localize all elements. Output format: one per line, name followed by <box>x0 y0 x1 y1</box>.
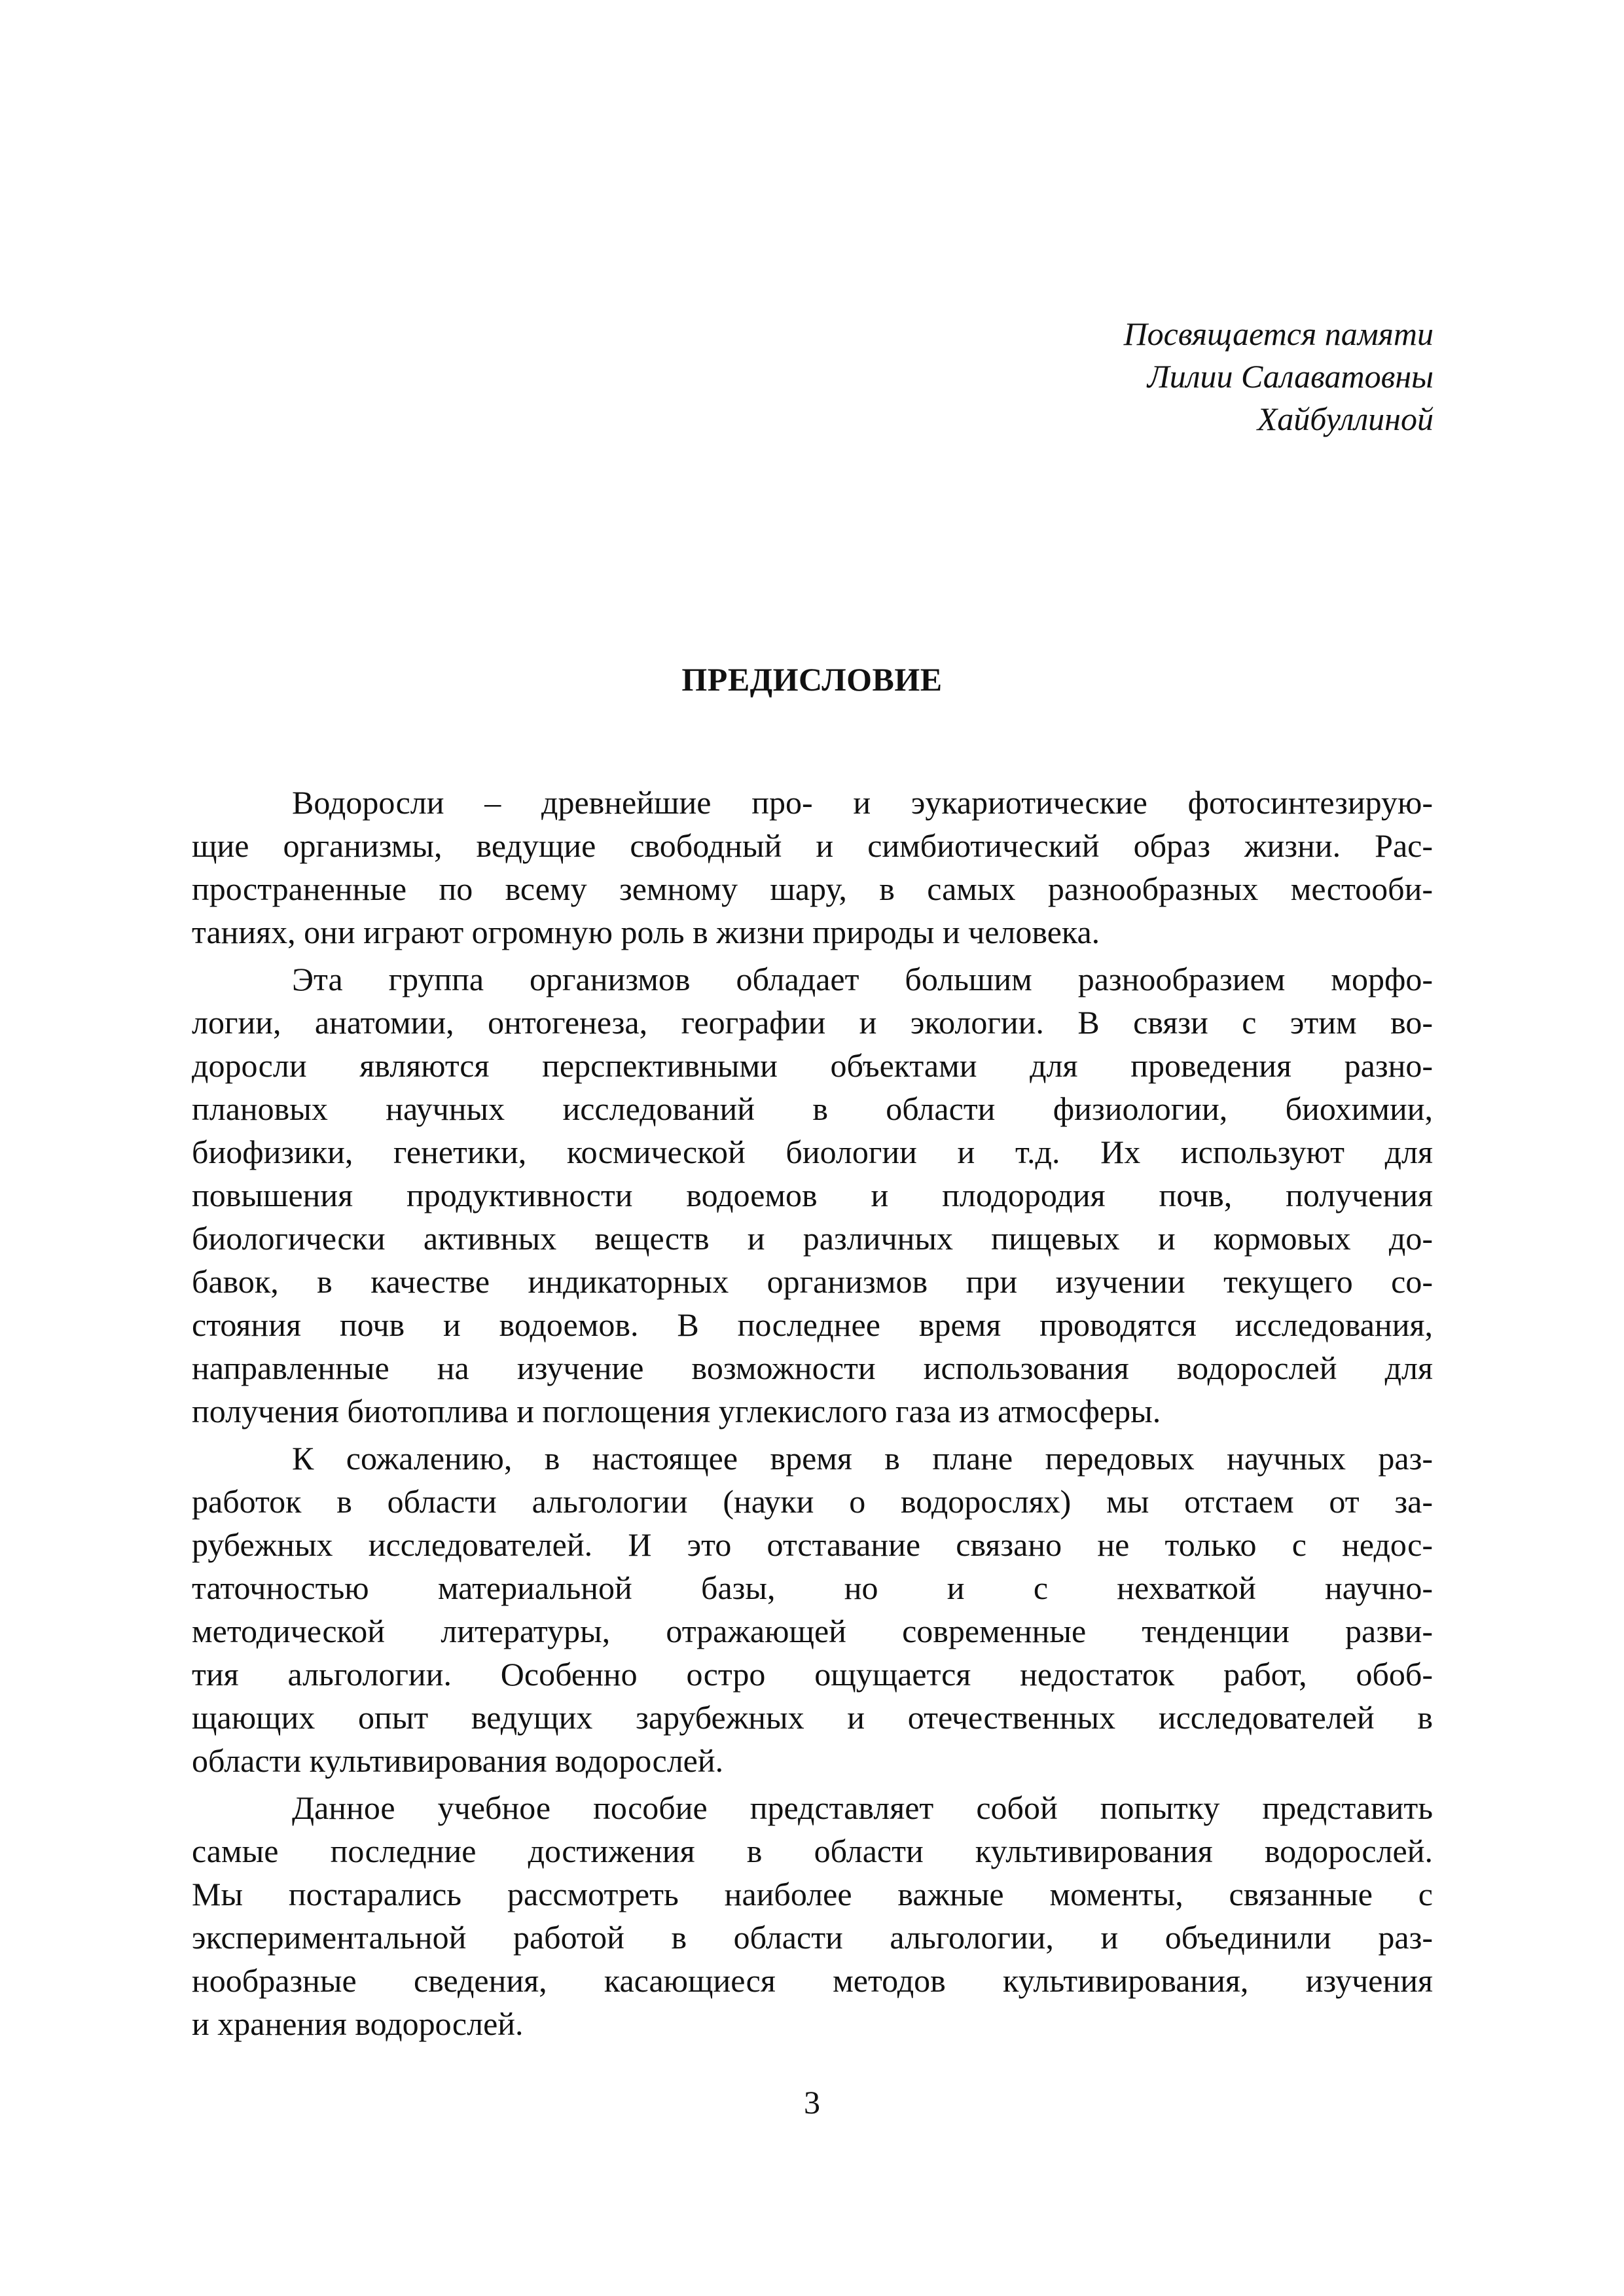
text-line: К сожалению, в настоящее время в плане передовых научных раз- <box>292 1440 1433 1477</box>
text-line: логии, анатомии, онтогенеза, географии и экологии. В связи с этим во- <box>192 1004 1433 1041</box>
dedication-line: Хайбуллиной <box>1257 401 1434 437</box>
text-line: методической литературы, отражающей современные тенденции разви- <box>192 1613 1433 1649</box>
text-line: самые последние достижения в области культивирования водорослей. <box>192 1833 1433 1869</box>
dedication-line: Посвящается памяти <box>1123 315 1434 352</box>
paragraph <box>192 1437 1433 1782</box>
dedication <box>1124 313 1434 440</box>
text-line: плановых научных исследований в области физиологии, биохимии, <box>192 1090 1433 1127</box>
text-line: повышения продуктивности водоемов и плодородия почв, получения <box>192 1177 1433 1213</box>
text-line: области культивирования водорослей. <box>192 1742 724 1779</box>
text-line: пространенные по всему земному шару, в самых разнообразных местооби- <box>192 870 1433 907</box>
text-line: Эта группа организмов обладает большим разнообразием морфо- <box>292 961 1433 997</box>
text-line: бавок, в качестве индикаторных организмов при изучении текущего со- <box>192 1263 1433 1300</box>
dedication-line: Лилии Салаватовны <box>1147 358 1434 395</box>
text-line: доросли являются перспективными объектами для проведения разно- <box>192 1047 1433 1084</box>
text-line: Водоросли – древнейшие про- и эукариотические фотосинтезирую- <box>292 784 1433 821</box>
text-line: и хранения водорослей. <box>192 2005 524 2042</box>
text-line: стояния почв и водоемов. В последнее время проводятся исследования, <box>192 1306 1433 1343</box>
text-line: биофизики, генетики, космической биологии и т.д. Их используют для <box>192 1134 1433 1170</box>
text-line: биологически активных веществ и различных пищевых и кормовых до- <box>192 1220 1433 1257</box>
text-line: таниях, они играют огромную роль в жизни природы и человека. <box>192 914 1100 950</box>
text-line: получения биотоплива и поглощения углекислого газа из атмосферы. <box>192 1393 1161 1429</box>
text-line: таточностью материальной базы, но и с нехваткой научно- <box>192 1570 1433 1606</box>
text-line: направленные на изучение возможности использования водорослей для <box>192 1350 1433 1386</box>
section-title: ПРЕДИСЛОВИЕ <box>681 661 943 698</box>
text-line: Мы постарались рассмотреть наиболее важные моменты, связанные с <box>192 1876 1433 1912</box>
text-line: рубежных исследователей. И это отставание связано не только с недос- <box>192 1526 1433 1563</box>
paragraph <box>192 958 1433 1433</box>
text-line: тия альгологии. Особенно остро ощущается недостаток работ, обоб- <box>192 1656 1433 1693</box>
text-line: нообразные сведения, касающиеся методов культивирования, изучения <box>192 1962 1433 1999</box>
body-text <box>192 781 1433 2049</box>
text-line: щающих опыт ведущих зарубежных и отечественных исследователей в <box>192 1699 1433 1736</box>
text-line: Данное учебное пособие представляет собой попытку представить <box>292 1789 1433 1826</box>
page-number: 3 <box>804 2084 820 2121</box>
paragraph <box>192 781 1433 954</box>
text-line: работок в области альгологии (науки о водорослях) мы отстаем от за- <box>192 1483 1433 1520</box>
text-line: экспериментальной работой в области альгологии, и объединили раз- <box>192 1919 1433 1956</box>
text-line: щие организмы, ведущие свободный и симбиотический образ жизни. Рас- <box>192 827 1433 864</box>
paragraph <box>192 1786 1433 2045</box>
